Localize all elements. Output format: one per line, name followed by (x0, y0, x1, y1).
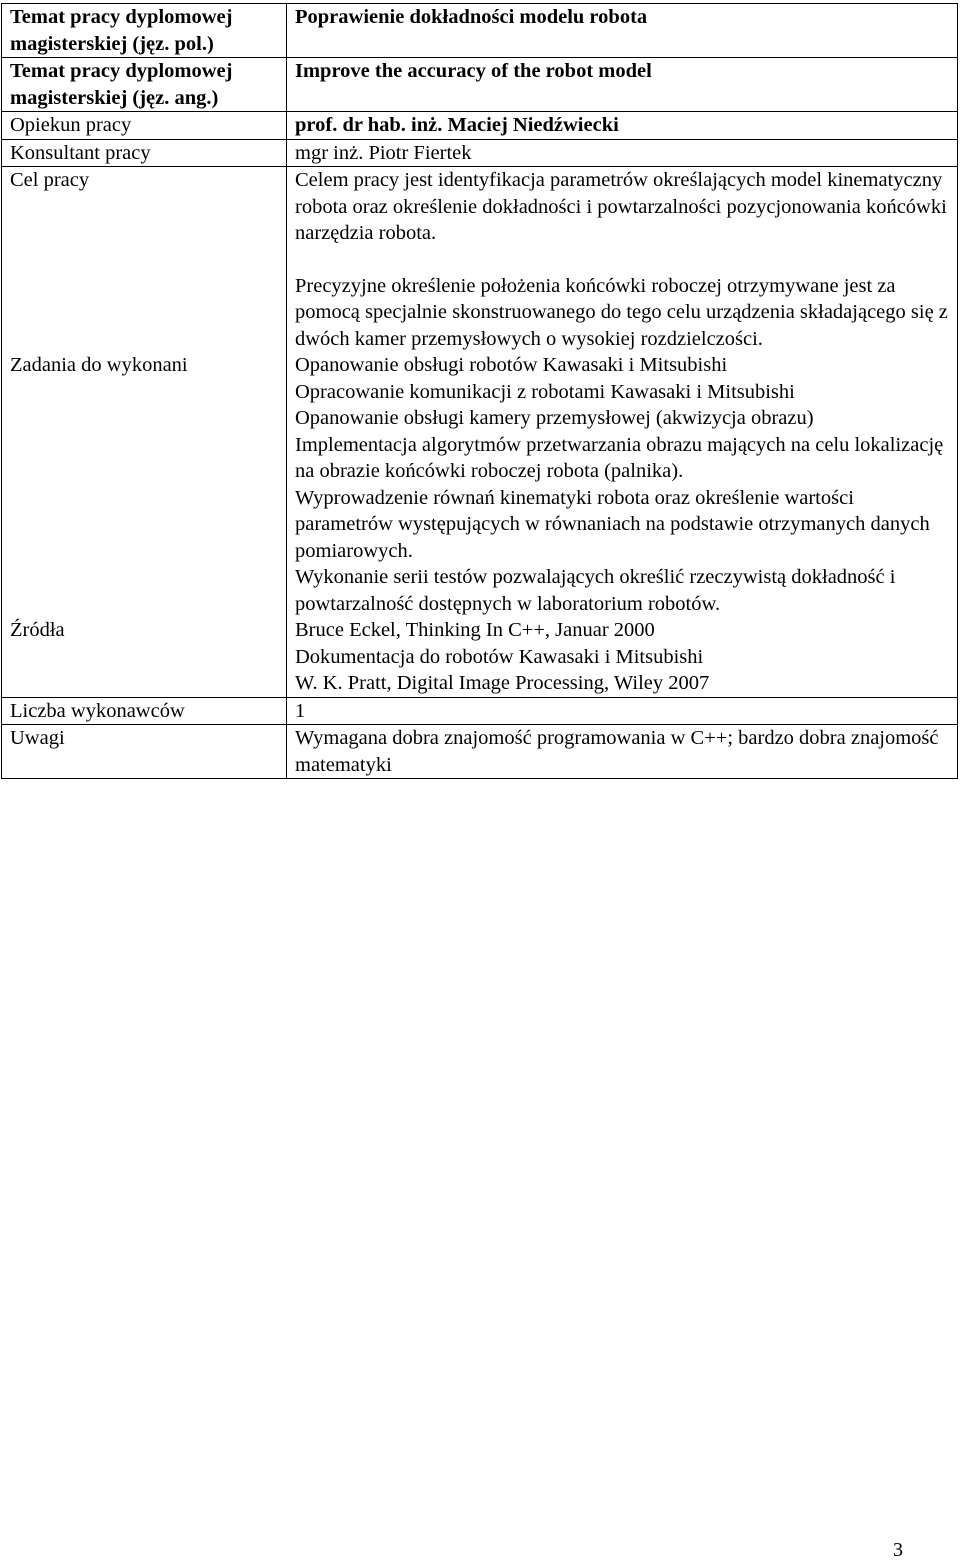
source-item: Dokumentacja do robotów Kawasaki i Mitsubishi (295, 645, 704, 668)
row-count (2, 697, 958, 725)
task-item: Implementacja algorytmów przetwarzania obrazu mających na celu lokalizację na obrazie końcówki roboczej robota (palnika). (295, 433, 944, 482)
label-count: Liczba wykonawców (2, 697, 287, 725)
row-topic-pl (2, 4, 958, 58)
value-topic-pl: Poprawienie dokładności modelu robota (287, 4, 958, 58)
value-consultant: mgr inż. Piotr Fiertek (287, 139, 958, 167)
label-consultant: Konsultant pracy (2, 139, 287, 167)
task-item: Wykonanie serii testów pozwalających określić rzeczywistą dokładność i powtarzalność dostępnych w laboratorium robotów. (295, 566, 896, 615)
thesis-form (1, 3, 958, 779)
task-item: Opanowanie obsługi robotów Kawasaki i Mitsubishi (295, 354, 728, 376)
page-number: 3 (893, 1539, 903, 1561)
value-topic-en: Improve the accuracy of the robot model (287, 58, 958, 112)
goal-paragraph-2: Precyzyjne określenie położenia końcówki roboczej otrzymywane jest za pomocą specjalnie skonstruowanego do tego celu urządzenia składającego się z dwóch kamer przemysłowych o wysokiej rozdzielczości. (295, 274, 948, 350)
label-topic-pl: Temat pracy dyplomowej magisterskiej (jęz. pol.) (2, 4, 287, 58)
label-sources: Źródła (2, 617, 287, 697)
row-notes (2, 725, 958, 779)
task-item: Opracowanie komunikacji z robotami Kawasaki i Mitsubishi (295, 380, 795, 403)
thesis-table (1, 3, 958, 779)
row-topic-en (2, 58, 958, 112)
source-item: W. K. Pratt, Digital Image Processing, Wiley 2007 (295, 672, 710, 694)
row-sources (2, 617, 958, 697)
row-tasks (2, 352, 958, 617)
label-topic-en: Temat pracy dyplomowej magisterskiej (jęz. ang.) (2, 58, 287, 112)
value-tasks (287, 352, 958, 617)
row-consultant (2, 139, 958, 167)
value-supervisor: prof. dr hab. inż. Maciej Niedźwiecki (287, 112, 958, 140)
goal-paragraph-1: Celem pracy jest identyfikacja parametrów określających model kinematyczny robota oraz określenie dokładności i powtarzalności pozycjonowania końcówki narzędzia robota. (295, 169, 947, 244)
label-goal: Cel pracy (2, 167, 287, 353)
label-notes: Uwagi (2, 725, 287, 779)
source-item: Bruce Eckel, Thinking In C++, Januar 2000 (295, 619, 655, 641)
label-tasks: Zadania do wykonani (2, 352, 287, 617)
task-item: Wyprowadzenie równań kinematyki robota oraz określenie wartości parametrów występujących w równaniach na podstawie otrzymanych danych pomiarowych. (295, 486, 930, 562)
goal-spacer (295, 247, 951, 273)
task-item: Opanowanie obsługi kamery przemysłowej (akwizycja obrazu) (295, 407, 814, 429)
row-goal (2, 167, 958, 353)
value-notes: Wymagana dobra znajomość programowania w C++; bardzo dobra znajomość matematyki (287, 725, 958, 779)
value-count: 1 (287, 697, 958, 725)
label-supervisor: Opiekun pracy (2, 112, 287, 140)
row-supervisor (2, 112, 958, 140)
value-sources (287, 617, 958, 697)
value-goal (287, 167, 958, 353)
